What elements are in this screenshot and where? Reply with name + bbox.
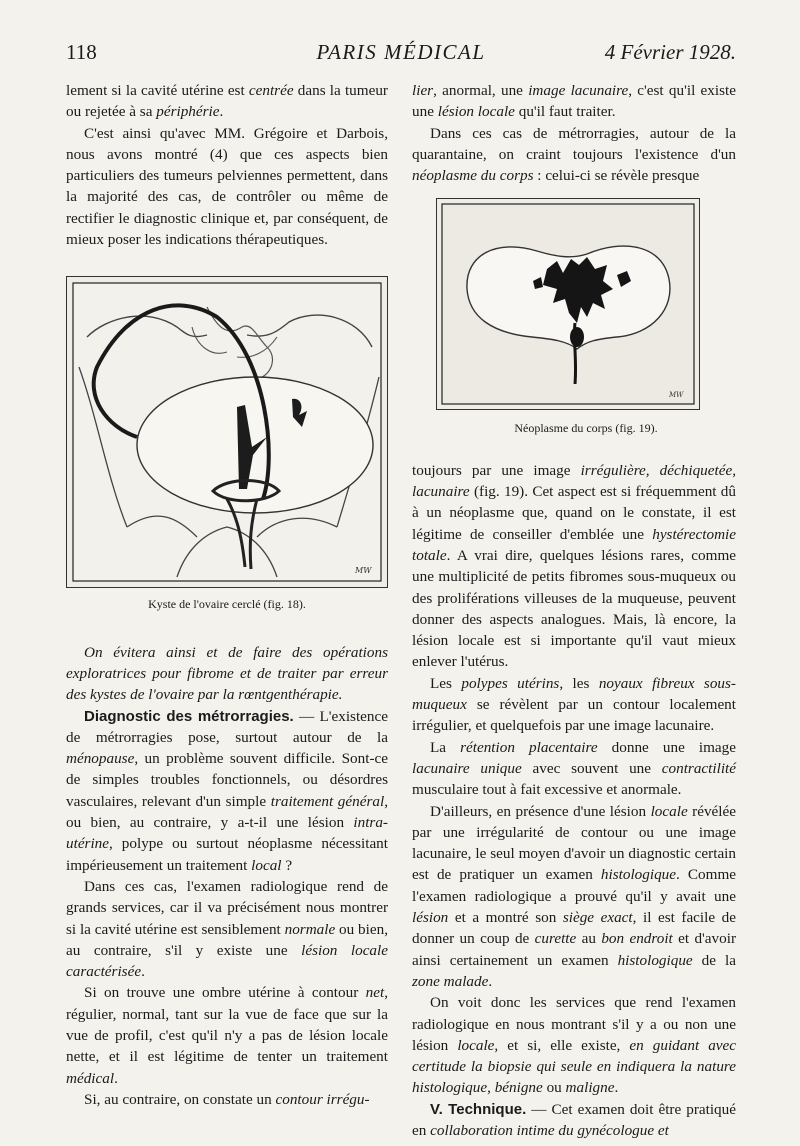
figure-18-caption: Kyste de l'ovaire cerclé (fig. 18). (148, 597, 306, 612)
paragraph: Dans ces cas de métrorragies, autour de la quarantaine, on craint toujours l'existence d'un néoplasme du corps : celui-ci se révèle presque (412, 124, 736, 185)
paragraph: V. Technique. — Cet examen doit être pratiqué en collaboration intime du gynécologue et (412, 1100, 736, 1139)
journal-title: PARIS MÉDICAL (316, 40, 486, 64)
figure-19-image (436, 198, 700, 410)
paragraph: C'est ainsi qu'avec MM. Grégoire et Darbois, nous avons montré (4) que ces aspects bien particuliers des tumeurs pelviennes permettent, dans la majorité des cas, de contrôler ou même de rectifier le diagnostic clinique et, par conséquent, de mieux poser les indications thérapeutiques. (66, 124, 388, 249)
figure-18-image (66, 276, 388, 588)
page-number: 118 (66, 40, 97, 64)
paragraph: toujours par une image irrégulière, déchiquetée, lacunaire (fig. 19). Cet aspect est si fréquemment dû à un néoplasme que, quand on le constate, il est légitime de conseiller d'emblée une hystérectomie totale. A vrai dire, quelques lésions rares, comme une multiplicité de petits fibromes sous-muqueux ou des proliférations villeuses de la muqueuse, peuvent donner des aspects analogues. Mais, là encore, la lésion locale est si importante qu'il vaut mieux enlever l'utérus. (412, 461, 736, 671)
figure-19-caption: Néoplasme du corps (fig. 19). (514, 421, 658, 436)
paragraph: Si, au contraire, on constate un contour irrégu- (84, 1090, 370, 1108)
figure-18-signature: MW (355, 566, 372, 576)
paragraph: On voit donc les services que rend l'examen radiologique en nous montrant s'il y a ou non une lésion locale, et si, elle existe, en guidant avec certitude la biopsie qui seule en indiquera la nature histologique, bénigne ou maligne. (412, 994, 737, 1097)
paragraph: lement si la cavité utérine est centrée dans la tumeur ou rejetée à sa périphérie. (66, 82, 388, 121)
paragraph: D'ailleurs, en présence d'une lésion locale révélée par une irrégularité de contour ou une image lacunaire, le seul moyen d'avoir un diagnostic certain est de pratiquer un examen histologique. Comme l'examen radiologique a prouvé qu'il y avait une lésion et a montré son siège exact, il est facile de donner un coup de curette au bon endroit et d'avoir ainsi certainement un examen histologique de la zone malade. (412, 802, 737, 990)
paragraph: Les polypes utérins, les noyaux fibreux sous-muqueux se révèlent par un contour localement irrégulier, et quelquefois par une image lacunaire. (412, 674, 736, 735)
ovarian-cyst-xray-drawing (67, 277, 387, 587)
neoplasm-xray-drawing (437, 199, 699, 409)
figure-19-signature: MW (669, 391, 684, 400)
section-heading: V. Technique. (430, 1100, 527, 1118)
right-column (412, 80, 736, 1141)
left-column (66, 80, 388, 1110)
figure-18 (66, 276, 388, 615)
paragraph: Si on trouve une ombre utérine à contour net, régulier, normal, tant sur la vue de face que sur la vue de profil, c'est qu'il n'y a pas de lésion locale nette, et il est légitime de tenter un traitement médical. (66, 984, 388, 1087)
figure-19 (436, 198, 736, 439)
paragraph: On évitera ainsi et de faire des opérations exploratrices pour fibrome et de traiter par erreur des kystes de l'ovaire par la rœntgenthérapie. (66, 643, 388, 704)
paragraph: Dans ces cas, l'examen radiologique rend de grands services, car il va précisément nous montrer si la cavité utérine est sensiblement normale ou bien, au contraire, s'il y existe une lésion locale caractérisée. (66, 877, 388, 981)
paragraph: Diagnostic des métrorragies. — L'existence de métrorragies pose, surtout autour de la ménopause, un problème souvent difficile. Sont-ce de simples troubles fonctionnels, ou désordres vasculaires, relevant d'un simple traitement général, ou bien, au contraire, y a-t-il une lésion intra- utérine, polype ou surtout néoplasme nécessitant impérieusement un traitement local ? (66, 707, 388, 874)
issue-date: 4 Février 1928. (604, 40, 736, 64)
paragraph: lier, anormal, une image lacunaire, c'est qu'il existe une lésion locale qu'il faut traiter. (412, 82, 736, 121)
paragraph: La rétention placentaire donne une image lacunaire unique avec souvent une contractilité musculaire tout à fait excessive et anormale. (412, 738, 736, 799)
section-heading: Diagnostic des métrorragies. (84, 707, 294, 725)
page-header (66, 40, 736, 74)
